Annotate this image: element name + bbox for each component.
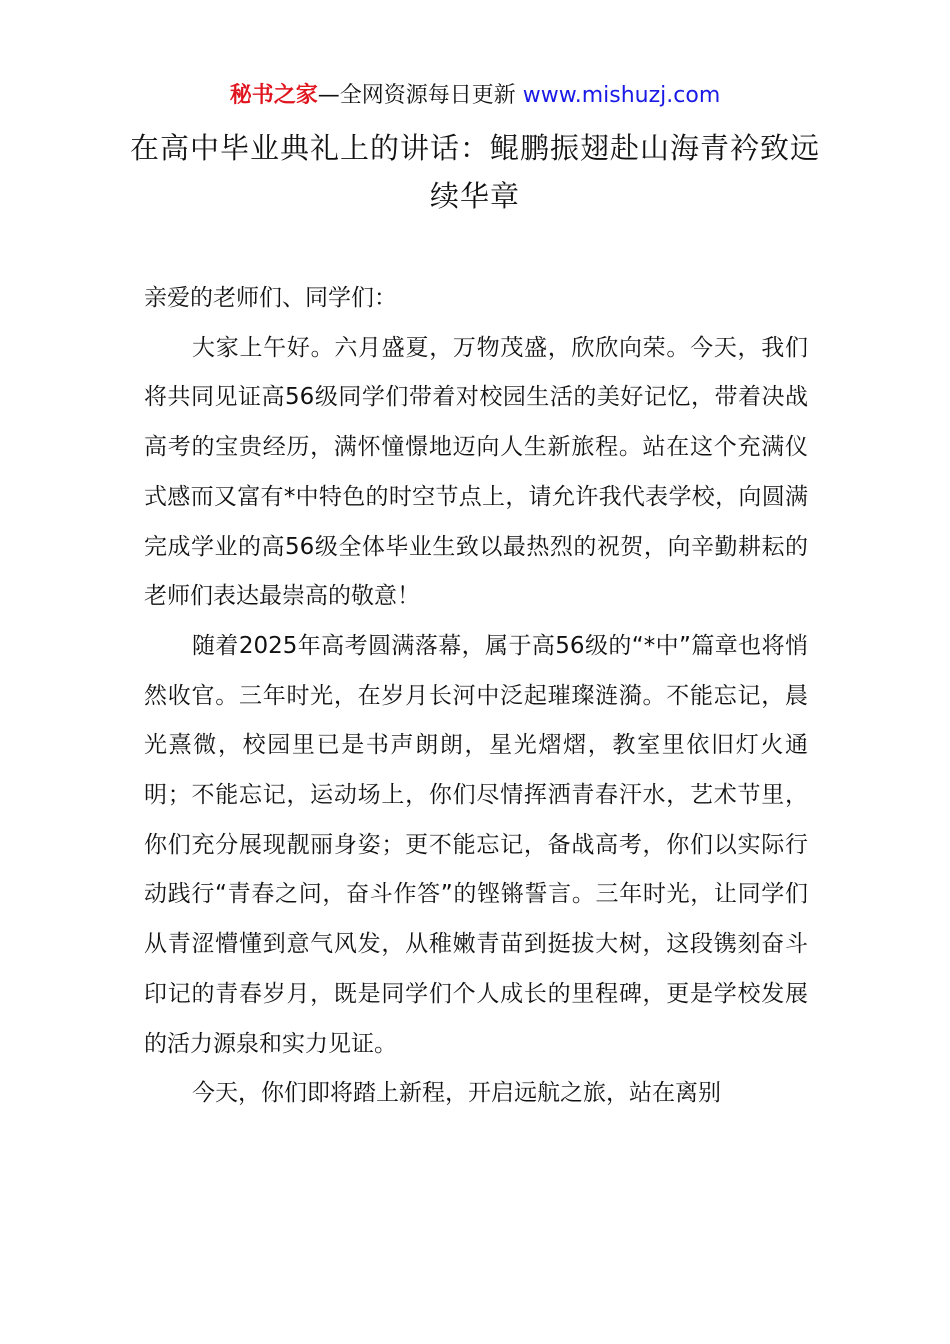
brand-name: 秘书之家 <box>229 83 318 108</box>
paragraph-3: 今天，你们即将踏上新程，开启远航之旅，站在离别 <box>192 1080 721 1107</box>
document-title: 在高中毕业典礼上的讲话：鲲鹏振翅赴山海青衿致远续华章 <box>130 131 821 213</box>
site-header <box>0 80 950 112</box>
header-tagline: —全网资源每日更新 <box>317 83 516 108</box>
paragraph-1: 大家上午好。六月盛夏，万物茂盛，欣欣向荣。今天，我们将共同见证高56级同学们带着对校园生活的美好记忆，带着决战高考的宝贵经历，满怀憧憬地迈向人生新旅程。站在这个充满仪式感而又富有*中特色的时空节点上，请允许我代表学校，向圆满完成学业的高56级全体毕业生致以最热烈的祝贺，向辛勤耕耘的老师们表达最崇高的敬意！ <box>144 334 808 610</box>
paragraph-2: 随着2025年高考圆满落幕，属于高56级的“*中”篇章也将悄然收官。三年时光，在岁月长河中泛起璀璨涟漪。不能忘记，晨光熹微，校园里已是书声朗朗，星光熠熠，教室里依旧灯火通明；不能忘记，运动场上，你们尽情挥洒青春汗水，艺术节里，你们充分展现靓丽身姿；更不能忘记，备战高考，你们以实际行动践行“青春之问，奋斗作答”的铿锵誓言。三年时光，让同学们从青涩懵懂到意气风发，从稚嫩青苗到挺拔大树，这段镌刻奋斗印记的青春岁月，既是同学们个人成长的里程碑，更是学校发展的活力源泉和实力见证。 <box>144 632 808 1057</box>
salutation: 亲爱的老师们、同学们： <box>144 285 397 311</box>
site-url-link[interactable]: www.mishuzj.com <box>522 83 721 108</box>
document-body <box>144 274 808 1119</box>
